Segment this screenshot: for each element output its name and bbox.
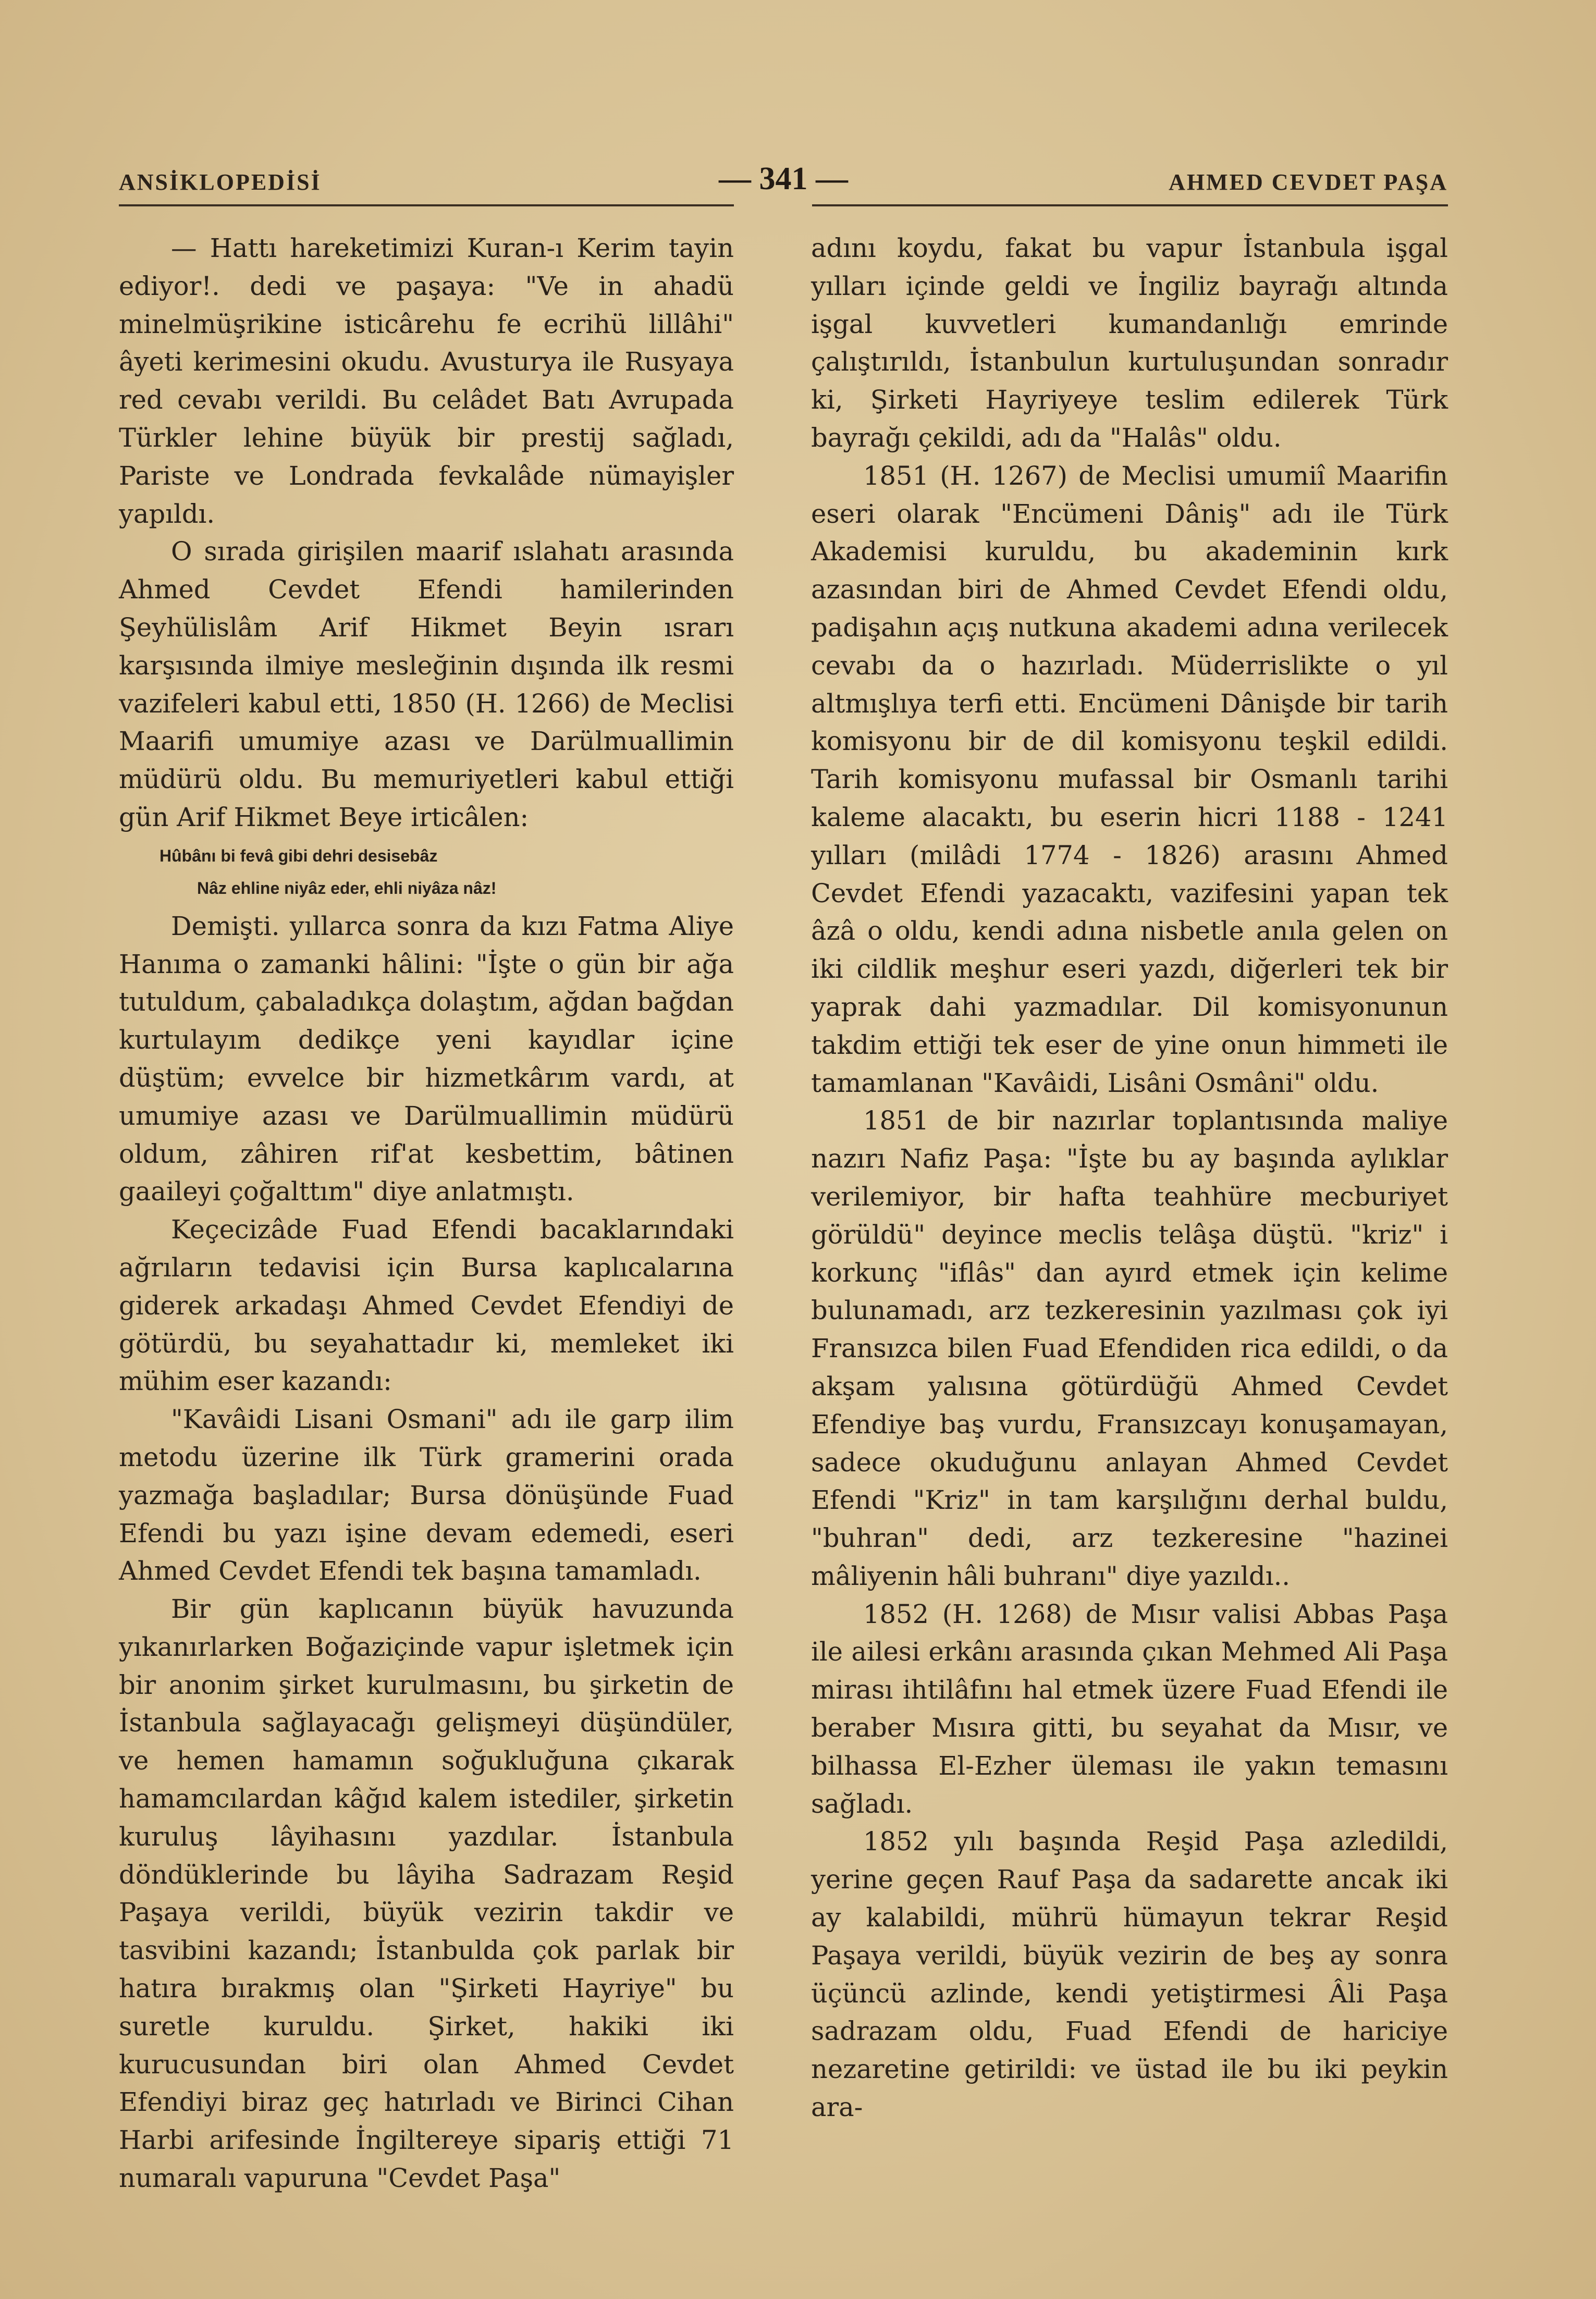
paragraph: 1852 (H. 1268) de Mısır valisi Abbas Paşa ile ailesi erkânı arasında çıkan Mehmed Ali Paşa mirası ihtilâfını hal etmek üzere Fuad Efendi ile beraber Mısıra gitti, bu seyahat da Mısır, ve bilhassa El-Ezher üleması ile yakın temasını sağladı. — [811, 1599, 1448, 1819]
verse-couplet — [119, 840, 734, 904]
header-right-title: AHMED CEVDET PAŞA — [1169, 169, 1448, 195]
paragraph: 1851 de bir nazırlar toplantısında maliye nazırı Nafiz Paşa: "İşte bu ay başında aylıklar verilemiyor, bir hafta teahhüre mecburiyet görüldü" deyince meclis telâşa düştü. "kriz" i korkunç "iflâs" dan ayırd etmek için kelime bulunamadı, arz tezkeresinin yazılması çok iyi Fransızca bilen Fuad Efendiden rica edildi, o da akşam yalısına götürdüğü Ahmed Cevdet Efendiye baş vurdu, Fransızcayı konuşamayan, sadece okuduğunu anlayan Ahmed Cevdet Efendi "Kriz" in tam karşılığını derhal buldu, "buhran" dedi, arz tezkeresine "hazinei mâliyenin hâli buhranı" diye yazıldı.. — [811, 1105, 1448, 1591]
paragraph: Bir gün kaplıcanın büyük havuzunda yıkanırlarken Boğaziçinde vapur işletmek için bir anonim şirket kurulmasını, bu şirketin de İstanbula sağlayacağı gelişmeyi düşündüler, ve hemen hamamın soğukluğuna çıkarak hamamcılardan kâğıd kalem istediler, şirketin kuruluş lâyihasını yazdılar. İstanbula döndüklerinde bu lâyiha Sadrazam Reşid Paşaya verildi, büyük vezirin takdir ve tasvibini kazandı; İstanbulda çok parlak bir hatıra bırakmış olan "Şirketi Hayriye" bu suretle kuruldu. Şirket, hakiki iki kurucusundan biri olan Ahmed Cevdet Efendiyi biraz geç hatırladı ve Birinci Cihan Harbi arifesinde İngiltereye sipariş ettiği 71 numaralı vapuruna "Cevdet Paşa" — [119, 1594, 734, 2194]
paragraph: O sırada girişilen maarif ıslahatı arasında Ahmed Cevdet Efendi hamilerinden Şeyhülislâm Arif Hikmet Beyin ısrarı karşısında ilmiye mesleğinin dışında ilk resmi vazifeleri kabul etti, 1850 (H. 1266) de Meclisi Maarifi umumiye azası ve Darülmuallimin müdürü oldu. Bu memuriyetleri kabul ettiği gün Arif Hikmet Beye irticâlen: — [119, 536, 734, 832]
paragraph: "Kavâidi Lisani Osmani" adı ile garp ilim metodu üzerine ilk Türk gramerini orada yazmağa başladılar; Bursa dönüşünde Fuad Efendi bu yazı işine devam edemedi, eseri Ahmed Cevdet Efendi tek başına tamamladı. — [119, 1404, 734, 1587]
verse-line: Hûbânı bi fevâ gibi dehri desisebâz — [159, 846, 438, 865]
paragraph: adını koydu, fakat bu vapur İstanbula işgal yılları içinde geldi ve İngiliz bayrağı altında işgal kuvvetleri kumandanlığı emrinde çalıştırıldı, İstanbulun kurtuluşundan sonradır ki, Şirketi Hayriyeye teslim edilerek Türk bayrağı çekildi, adı da "Halâs" oldu. — [811, 233, 1448, 453]
paragraph: Keçecizâde Fuad Efendi bacaklarındaki ağrıların tedavisi için Bursa kaplıcalarına giderek arkadaşı Ahmed Cevdet Efendiyi de götürdü, bu seyahattadır ki, memleket iki mühim eser kazandı: — [119, 1214, 734, 1397]
paragraph: — Hattı hareketimizi Kuran-ı Kerim tayin ediyor!. dedi ve paşaya: "Ve in ahadü minelmüşrikine isticârehu fe ecrihü lillâhi" âyeti kerimesini okudu. Avusturya ile Rusyaya red cevabı verildi. Bu celâdet Batı Avrupada Türkler lehine büyük bir prestij sağladı, Pariste ve Londrada fevkalâde nümayişler yapıldı. — [119, 233, 734, 529]
paragraph: Demişti. yıllarca sonra da kızı Fatma Aliye Hanıma o zamanki hâlini: "İşte o gün bir ağa tutuldum, çabaladıkça dolaştım, ağdan bağdan kurtulayım dedikçe yeni kayıdlar içine düştüm; evvelce bir hizmetkârım vardı, at umumiye azası ve Darülmuallimin müdürü oldum, zâhiren rif'at kesbettim, bâtinen gaaileyi çoğalttım" diye anlatmıştı. — [119, 911, 734, 1207]
header-rule-right — [812, 204, 1448, 206]
running-header — [119, 161, 1448, 202]
paragraph: 1852 yılı başında Reşid Paşa azledildi, yerine geçen Rauf Paşa da sadarette ancak iki ay kalabildi, mührü hümayun tekrar Reşid Paşaya verildi, büyük vezirin de beş ay sonra üçüncü azlinde, kendi yetiştirmesi Âli Paşa sadrazam oldu, Fuad Efendi de hariciye nezaretine getirildi: ve üstad ile bu iki peykin ara- — [811, 1826, 1448, 2123]
header-left-title: ANSİKLOPEDİSİ — [119, 169, 322, 195]
left-column — [119, 229, 734, 2197]
page-number: — 341 — — [719, 161, 848, 196]
header-rule-left — [119, 204, 734, 206]
verse-line: Nâz ehline niyâz eder, ehli niyâza nâz! — [197, 878, 497, 898]
right-column — [811, 229, 1448, 2126]
paragraph: 1851 (H. 1267) de Meclisi umumiî Maarifin eseri olarak "Encümeni Dâniş" adı ile Türk Akademisi kuruldu, bu akademinin kırk azasından biri de Ahmed Cevdet Efendi oldu, padişahın açış nutkuna akademi adına verilecek cevabı da o hazırladı. Müderrislikte o yıl altmışlıya terfi etti. Encümeni Dânişde bir tarih komisyonu bir de dil komisyonu teşkil edildi. Tarih komisyonu mufassal bir Osmanlı tarihi kaleme alacaktı, bu eserin hicri 1188 - 1241 yılları (milâdi 1774 - 1826) arasını Ahmed Cevdet Efendi yazacaktı, vazifesini yapan tek âzâ o oldu, kendi adına nisbetle anıla gelen on iki cildlik meşhur eseri yazdı, diğerleri tek bir yaprak dahi yazmadılar. Dil komisyonunun takdim ettiği tek eser de yine onun himmeti ile tamamlanan "Kavâidi, Lisâni Osmâni" oldu. — [811, 460, 1448, 1098]
